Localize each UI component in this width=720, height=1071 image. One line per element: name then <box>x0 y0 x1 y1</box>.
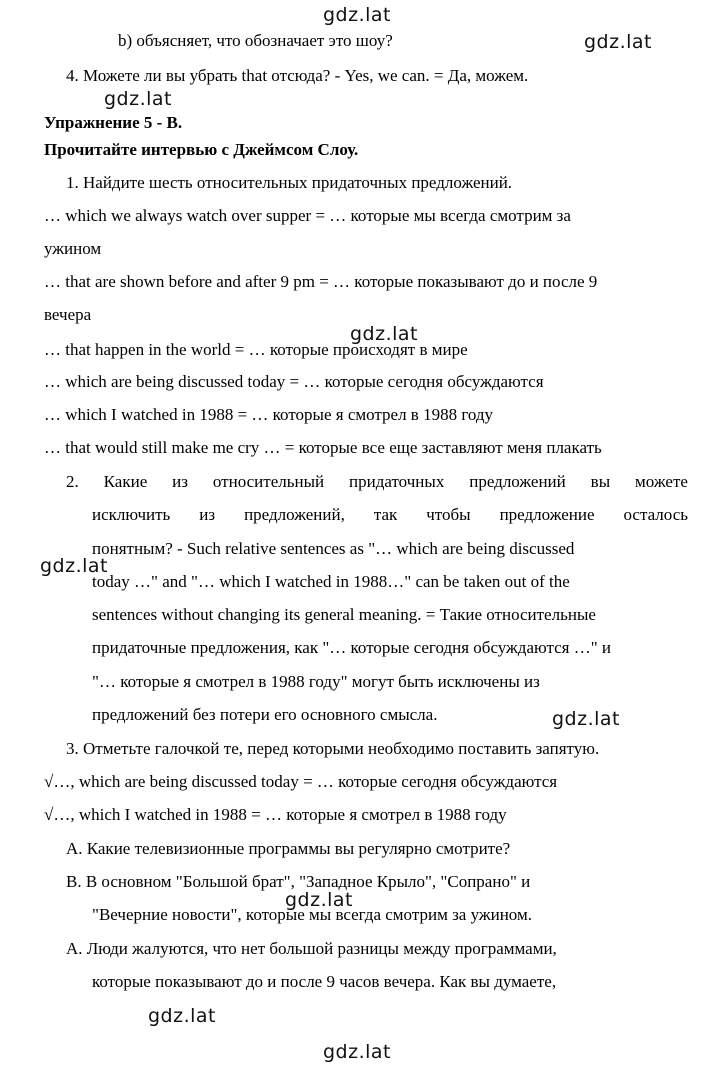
dialogue-line: "Вечерние новости", которые мы всегда смотрим за ужином. <box>92 905 532 924</box>
task-line: 2. Какие из относительный придаточных предложений вы можете <box>66 472 688 491</box>
text-line: "… которые я смотрел в 1988 году" могут быть исключены из <box>92 672 540 691</box>
watermark: gdz.lat <box>104 88 173 110</box>
watermark: gdz.lat <box>584 31 653 53</box>
watermark: gdz.lat <box>40 555 109 577</box>
text-line: вечера <box>44 305 92 324</box>
exercise-heading: Упражнение 5 - B. <box>44 113 183 132</box>
dialogue-line: A. Какие телевизионные программы вы регулярно смотрите? <box>66 839 511 858</box>
dialogue-line: которые показывают до и после 9 часов вечера. Как вы думаете, <box>92 972 557 991</box>
text-line: … that happen in the world = … которые происходят в мире <box>44 340 468 359</box>
watermark: gdz.lat <box>350 323 419 345</box>
text-line: предложений без потери его основного смысла. <box>92 705 438 724</box>
text-line: … that would still make me cry … = которые все еще заставляют меня плакать <box>44 438 602 457</box>
text-line: sentences without changing its general meaning. = Такие относительные <box>92 605 596 624</box>
exercise-instruction: Прочитайте интервью с Джеймсом Слоу. <box>44 140 359 159</box>
dialogue-line: B. В основном "Большой брат", "Западное Крыло", "Сопрано" и <box>66 872 531 891</box>
watermark: gdz.lat <box>323 1041 392 1063</box>
text-line: b) объясняет, что обозначает это шоу? <box>118 31 393 50</box>
text-line: исключить из предложений, так чтобы предложение осталось <box>92 505 688 524</box>
text-line: … which are being discussed today = … которые сегодня обсуждаются <box>44 372 544 391</box>
text-line: понятным? - Such relative sentences as "… which are being discussed <box>92 539 575 558</box>
checked-line: √…, which are being discussed today = … которые сегодня обсуждаются <box>44 772 558 791</box>
text-line: … which we always watch over supper = … которые мы всегда смотрим за <box>44 206 571 225</box>
watermark: gdz.lat <box>285 889 354 911</box>
text-line: … which I watched in 1988 = … которые я смотрел в 1988 году <box>44 405 494 424</box>
task-line: 1. Найдите шесть относительных придаточных предложений. <box>66 173 513 192</box>
text-line: ужином <box>44 239 102 258</box>
watermark: gdz.lat <box>148 1005 217 1027</box>
text-line: today …" and "… which I watched in 1988…" can be taken out of the <box>92 572 570 591</box>
task-line: 3. Отметьте галочкой те, перед которыми необходимо поставить запятую. <box>66 739 600 758</box>
dialogue-line: A. Люди жалуются, что нет большой разницы между программами, <box>66 939 557 958</box>
checked-line: √…, which I watched in 1988 = … которые я смотрел в 1988 году <box>44 805 507 824</box>
text-line: придаточные предложения, как "… которые сегодня обсуждаются …" и <box>92 638 612 657</box>
watermark: gdz.lat <box>552 708 621 730</box>
text-line: 4. Можете ли вы убрать that отсюда? - Yes, we can. = Да, можем. <box>66 66 529 85</box>
watermark: gdz.lat <box>323 4 392 26</box>
text-line: … that are shown before and after 9 pm = … которые показывают до и после 9 <box>44 272 598 291</box>
